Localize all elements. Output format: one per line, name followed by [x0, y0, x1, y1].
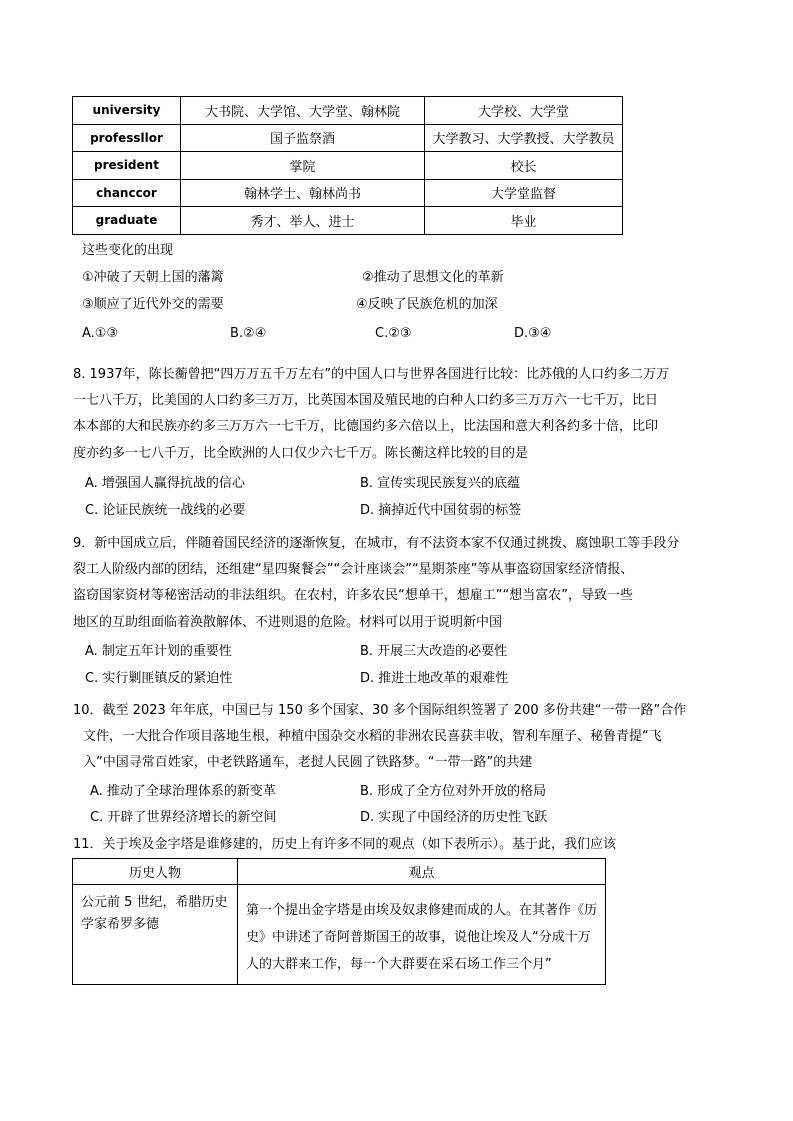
q7-option-c[interactable]: C.②③	[375, 326, 412, 341]
term-new-translation: 大学教习、大学教授、大学教员	[425, 124, 623, 152]
term-new-translation: 大学堂监督	[425, 179, 623, 207]
view-cell: 第一个提出金字塔是由埃及奴隶修建而成的人。在其著作《历史》中讲述了奇阿普斯国王的故事，说他让埃及人“分成十万人的大群来工作，每一个大群要在采石场工作三个月”	[246, 903, 598, 972]
q8-stem-line: 度亦约多一七八千万，比全欧洲的人口仅少六七千万。陈长蘅这样比较的目的是	[73, 446, 529, 461]
term-new-translation: 大学校、大学堂	[425, 97, 623, 125]
q7-item: ①冲破了天朝上国的藩篱	[82, 270, 224, 285]
q8-option-c[interactable]: C. 论证民族统一战线的必要	[85, 503, 246, 518]
q8-stem-line: 8. 1937年，陈长蘅曾把“四万万五千万左右”的中国人口与世界各国进行比较：比苏俄的人口约多二万万	[73, 367, 670, 382]
q8-option-d[interactable]: D. 摘掉近代中国贫弱的标签	[360, 503, 522, 518]
table-row	[73, 179, 623, 207]
q9-stem-line: 盗窃国家资材等秘密活动的非法组织。在农村，许多农民“想单干，想雇工”“想当富农”，导致一些	[73, 588, 633, 603]
q11-stem: 11．关于埃及金字塔是谁修建的，历史上有许多不同的观点（如下表所示）。基于此，我们应该	[73, 837, 617, 852]
q10-stem-line: 10．截至 2023 年年底，中国已与 150 多个国家、30 多个国际组织签署了 200 多份共建“一带一路”合作	[73, 703, 687, 718]
q10-option-c[interactable]: C. 开辟了世界经济增长的新空间	[90, 810, 277, 825]
q8-stem-line: 一七八千万，比美国的人口约多三万万，比英国本国及殖民地的白种人口约多三万万六一七千万，比日	[73, 393, 659, 408]
table-row	[73, 885, 606, 985]
q10-stem-line: 文件，一大批合作项目落地生根，种植中国杂交水稻的非洲农民喜获丰收，智利车厘子、秘鲁青提“飞	[83, 729, 662, 744]
table-row	[73, 152, 623, 180]
term-english: chanccor	[73, 179, 181, 207]
viewpoint-table	[72, 858, 606, 985]
term-english: professllor	[73, 124, 181, 152]
column-header: 历史人物	[73, 859, 238, 885]
term-old-translation: 秀才、举人、进士	[181, 207, 425, 235]
term-new-translation: 校长	[425, 152, 623, 180]
q7-option-b[interactable]: B.②④	[230, 326, 267, 341]
term-english: graduate	[73, 207, 181, 235]
term-new-translation: 毕业	[425, 207, 623, 235]
q7-stem: 这些变化的出现	[82, 243, 174, 258]
term-table	[72, 96, 623, 235]
q10-option-d[interactable]: D. 实现了中国经济的历史性飞跃	[360, 810, 548, 825]
term-old-translation: 翰林学士、翰林尚书	[181, 179, 425, 207]
column-header: 观点	[238, 859, 606, 885]
q9-option-c[interactable]: C. 实行剿匪镇反的紧迫性	[85, 671, 233, 686]
term-old-translation: 掌院	[181, 152, 425, 180]
person-cell: 公元前 5 世纪，希腊历史学家希罗多德	[81, 895, 228, 932]
q7-item: ④反映了民族危机的加深	[356, 297, 498, 312]
table-row	[73, 97, 623, 125]
q8-option-a[interactable]: A. 增强国人赢得抗战的信心	[85, 476, 245, 491]
q9-option-a[interactable]: A. 制定五年计划的重要性	[85, 644, 232, 659]
q10-stem-line: 入”中国寻常百姓家，中老铁路通车，老挝人民圆了铁路梦。“一带一路”的共建	[83, 755, 533, 770]
table-row	[73, 207, 623, 235]
table-row	[73, 124, 623, 152]
term-old-translation: 国子监祭酒	[181, 124, 425, 152]
q9-stem-line: 地区的互助组面临着涣散解体、不进则退的危险。材料可以用于说明新中国	[73, 615, 503, 630]
q10-option-b[interactable]: B. 形成了全方位对外开放的格局	[360, 784, 547, 799]
term-old-translation: 大书院、大学馆、大学堂、翰林院	[181, 97, 425, 125]
q8-option-b[interactable]: B. 宣传实现民族复兴的底蕴	[360, 476, 521, 491]
q9-option-d[interactable]: D. 推进土地改革的艰难性	[360, 671, 509, 686]
q9-stem-line: 裂工人阶级内部的团结，还组建“星四聚餐会”“会计座谈会”“星期茶座”等从事盗窃国家经济情报、	[73, 562, 634, 577]
q9-option-b[interactable]: B. 开展三大改造的必要性	[360, 644, 508, 659]
q9-stem-line: 9．新中国成立后，伴随着国民经济的逐渐恢复，在城市，有不法资本家不仅通过挑拨、腐蚀职工等手段分	[73, 536, 680, 551]
q8-stem-line: 本本部的大和民族亦约多三万万六一七千万，比德国约多六倍以上，比法国和意大利各约多十倍，比印	[73, 419, 659, 434]
term-english: university	[73, 97, 181, 125]
term-english: president	[73, 152, 181, 180]
q7-item: ③顺应了近代外交的需要	[82, 297, 224, 312]
q10-option-a[interactable]: A. 推动了全球治理体系的新变革	[90, 784, 276, 799]
table-header-row	[73, 859, 606, 885]
q7-option-d[interactable]: D.③④	[514, 326, 552, 341]
q7-item: ②推动了思想文化的革新	[362, 270, 504, 285]
q7-option-a[interactable]: A.①③	[82, 326, 119, 341]
